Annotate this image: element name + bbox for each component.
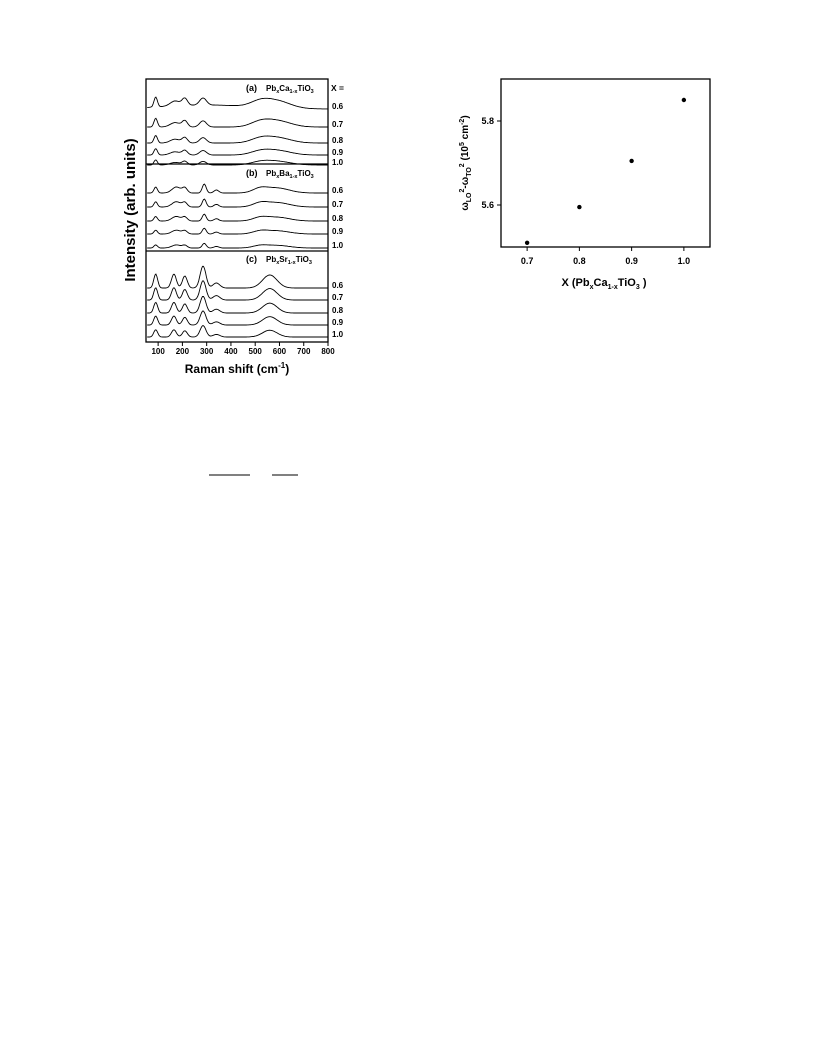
series-label: 0.8 [332,214,344,223]
series-label: 0.9 [332,227,344,236]
scatter-x-axis-title: X ($Pb_xCa_{1-x}TiO_3$ ) [561,277,647,291]
x-composition-header: X = [331,83,344,93]
spectra-curves [147,97,328,337]
spectrum-curve [147,281,328,300]
spectrum-curve [147,199,328,207]
spectrum-curve [147,149,328,155]
series-label: 0.7 [332,293,344,302]
scatter-frame [501,79,710,247]
series-label: 1.0 [332,241,344,250]
series-label: 0.7 [332,200,344,209]
x-tick-label: 0.8 [573,256,586,266]
panel-a-label: (a) [246,83,257,93]
series-labels [332,102,344,339]
spectrum-curve [147,97,328,109]
scatter-ticks [481,116,690,266]
scatter-points [525,98,686,245]
spectrum-curve [147,297,328,314]
series-label: 0.6 [332,186,344,195]
x-tick-label: 0.9 [625,256,638,266]
x-tick-label: 0.7 [520,256,534,266]
raman-x-ticks [151,342,335,356]
raman-x-axis-title: Raman shift $(cm^{-1})$ [184,361,290,376]
x-tick-label: 600 [272,347,287,356]
series-label: 0.6 [332,281,344,290]
y-tick-label: 5.8 [481,116,494,126]
spectrum-curve [147,228,328,234]
spectrum-curve [147,184,328,193]
x-tick-label: 800 [321,347,335,356]
spectrum-curve [147,136,328,144]
series-label: 0.9 [332,318,344,327]
raman-y-axis-title: Intensity (arb. units) [122,138,139,282]
data-point [629,159,633,163]
x-tick-label: 300 [199,347,214,356]
series-label: 0.6 [332,102,344,111]
x-tick-label: 400 [224,347,238,356]
data-point [577,205,581,209]
panel-a-formula: $Pb_xCa_{1-x}TiO_3$ [266,84,314,95]
panel-c-formula: $Pb_xSr_{1-x}TiO_3$ [266,255,312,266]
x-tick-label: 100 [151,347,165,356]
series-label: 0.9 [332,148,344,157]
spectrum-curve [147,266,328,288]
spectrum-curve [147,118,328,127]
panel-c-label: (c) [246,254,257,264]
scatter-figure [459,79,710,291]
panel-b-formula: $Pb_xBa_{1-x}TiO_3$ [266,169,314,180]
spectrum-curve [147,214,328,221]
series-label: 1.0 [332,330,344,339]
spectrum-curve [147,243,328,248]
x-tick-label: 700 [297,347,311,356]
x-tick-label: 500 [248,347,262,356]
series-label: 0.8 [332,306,344,315]
data-point [682,98,686,102]
spectrum-curve [147,326,328,337]
series-label: 0.8 [332,136,344,145]
x-tick-label: 1.0 [677,256,691,266]
x-tick-label: 200 [175,347,190,356]
data-point [525,241,529,245]
series-label: 1.0 [332,158,344,167]
raman-figure [122,79,344,376]
panel-b-label: (b) [246,168,258,178]
series-label: 0.7 [332,120,344,129]
scatter-y-axis-title: $\omega_{LO}^2-\omega_{TO}^2$ ($10^5$ $cm^{-2}$) [459,115,473,211]
y-tick-label: 5.6 [481,200,494,210]
